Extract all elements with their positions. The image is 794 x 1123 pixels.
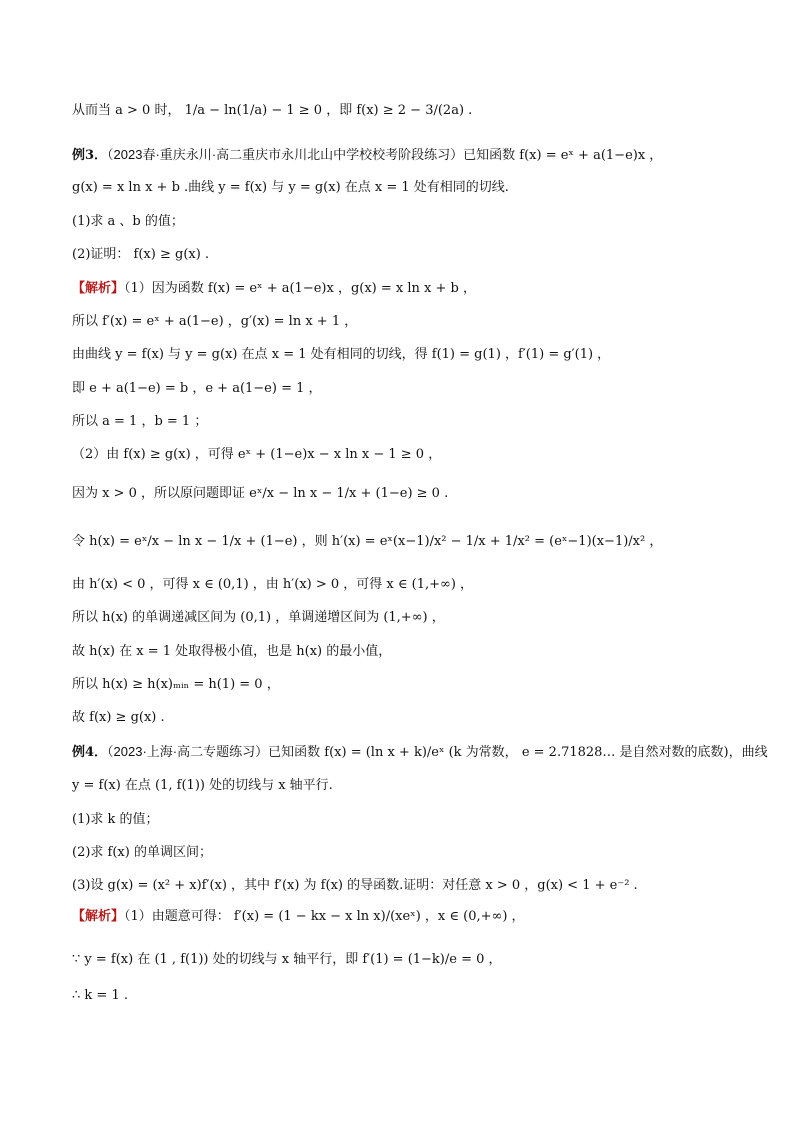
line-1: 从而当 a > 0 时， 1/a − ln(1/a) − 1 ≥ 0 ，即 f(x) ≥ 2 − 3/(2a) .: [72, 103, 473, 118]
line-9: 即 e + a(1−e) = b ，e + a(1−e) = 1 ，: [72, 381, 322, 396]
line-16: 故 h(x) 在 x = 1 处取得极小值，也是 h(x) 的最小值，: [72, 644, 392, 659]
example-source: （2023·上海·高二专题练习）: [107, 744, 269, 759]
line-10: 所以 a = 1 ，b = 1 ；: [72, 414, 208, 429]
example-4-heading: 例4．（2023·上海·高二专题练习）已知函数 f(x) = (ln x + k)/eˣ (k 为常数， e = 2.71828… 是自然对数的底数)，曲线: [72, 744, 768, 760]
line-26: ∴ k = 1 .: [72, 988, 128, 1003]
line-25: ∵ y = f(x) 在 (1 , f(1)) 处的切线与 x 轴平行，即 f′(1) = (1−k)/e = 0 ，: [72, 952, 502, 967]
line-20: y = f(x) 在点 (1, f(1)) 处的切线与 x 轴平行.: [72, 778, 333, 793]
line-21: (1)求 k 的值；: [72, 812, 159, 827]
solution-heading-3: 【解析】（1）因为函数 f(x) = eˣ + a(1−e)x ，g(x) = x ln x + b ，: [72, 281, 476, 296]
line-11: （2）由 f(x) ≥ g(x) ，可得 eˣ + (1−e)x − x ln x − 1 ≥ 0 ，: [72, 447, 442, 462]
example-source: （2023春·重庆永川·高二重庆市永川北山中学校校考阶段练习）: [107, 147, 464, 162]
line-14: 由 h′(x) < 0 ，可得 x ∈ (0,1) ，由 h′(x) > 0 ，可得 x ∈ (1,+∞) ，: [72, 577, 474, 592]
solution-heading-4: 【解析】（1）由题意可得： f′(x) = (1 − kx − x ln x)/(xeˣ) ，x ∈ (0,+∞) ，: [72, 909, 525, 924]
line-17: 所以 h(x) ≥ h(x)ₘᵢₙ = h(1) = 0 ，: [72, 677, 280, 692]
line-5: (2)证明： f(x) ≥ g(x) .: [72, 247, 210, 262]
line-4: (1)求 a 、b 的值；: [72, 214, 184, 229]
line-18: 故 f(x) ≥ g(x) .: [72, 710, 165, 725]
line-13: 令 h(x) = eˣ/x − ln x − 1/x + (1−e) ，则 h′(x) = eˣ(x−1)/x² − 1/x + 1/x² = (eˣ−1)(x−1)/x² ，: [72, 534, 663, 549]
solution-label: 【解析】: [72, 909, 125, 924]
line-7: 所以 f′(x) = eˣ + a(1−e) ，g′(x) = ln x + 1 ，: [72, 314, 358, 329]
line-22: (2)求 f(x) 的单调区间；: [72, 845, 212, 860]
line-8: 由曲线 y = f(x) 与 y = g(x) 在点 x = 1 处有相同的切线，得 f(1) = g(1) ，f′(1) = g′(1) ，: [72, 347, 611, 362]
example-label: 例3．: [72, 148, 108, 163]
line-23: (3)设 g(x) = (x² + x)f′(x) ，其中 f′(x) 为 f(x) 的导函数.证明：对任意 x > 0 ，g(x) < 1 + e⁻² .: [72, 878, 638, 893]
line-15: 所以 h(x) 的单调递减区间为 (0,1) ，单调递增区间为 (1,+∞) ，: [72, 610, 445, 625]
example-label: 例4．: [72, 745, 108, 760]
line-3: g(x) = x ln x + b .曲线 y = f(x) 与 y = g(x) 在点 x = 1 处有相同的切线.: [72, 180, 509, 195]
example-3-heading: 例3．（2023春·重庆永川·高二重庆市永川北山中学校校考阶段练习）已知函数 f(x) = eˣ + a(1−e)x ，: [72, 147, 663, 163]
line-12: 因为 x > 0 ，所以原问题即证 eˣ/x − ln x − 1/x + (1−e) ≥ 0 .: [72, 486, 449, 501]
solution-label: 【解析】: [72, 281, 125, 296]
